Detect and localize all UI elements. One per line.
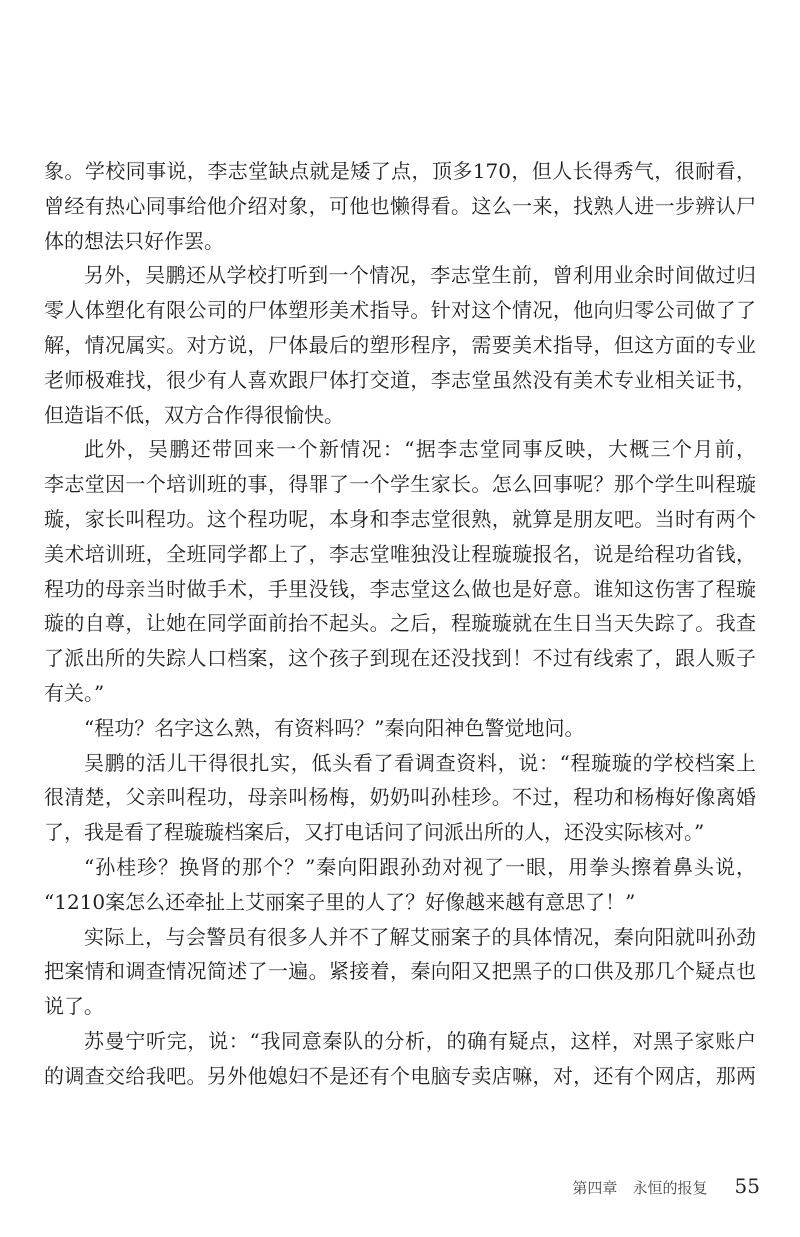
text-line: 璇，家长叫程功。这个程功呢，本身和李志堂很熟，就算是朋友吧。当时有两个 [44, 506, 756, 531]
text-line: 璇的自尊，让她在同学面前抬不起头。之后，程璇璇就在生日当天失踪了。我查 [44, 611, 756, 636]
text-line: 美术培训班，全班同学都上了，李志堂唯独没让程璇璇报名，说是给程功省钱， [44, 541, 756, 566]
text-line: 老师极难找，很少有人喜欢跟尸体打交道，李志堂虽然没有美术专业相关证书， [44, 367, 756, 392]
text-line: 曾经有热心同事给他介绍对象，可他也懒得看。这么一来，找熟人进一步辨认尸 [44, 193, 756, 218]
text-line: 零人体塑化有限公司的尸体塑形美术指导。针对这个情况，他向归零公司做了了 [44, 298, 756, 323]
text-line: 但造诣不低，双方合作得很愉快。 [44, 402, 344, 427]
text-line: “程功？名字这么熟，有资料吗？”秦向阳神色警觉地问。 [84, 715, 585, 740]
text-line: 了，我是看了程璇璇档案后，又打电话问了问派出所的人，还没实际核对。” [44, 820, 705, 845]
text-line: 李志堂因一个培训班的事，得罪了一个学生家长。怎么回事呢？那个学生叫程璇 [44, 472, 756, 497]
text-line: 的调查交给我吧。另外他媳妇不是还有个电脑专卖店嘛，对，还有个网店，那两 [44, 1063, 756, 1088]
footer-chapter-title: 永恒的报复 [632, 1179, 708, 1197]
text-line: “1210案怎么还牵扯上艾丽案子里的人了？好像越来越有意思了！” [44, 889, 636, 914]
text-line: 苏曼宁听完，说：“我同意秦队的分析，的确有疑点，这样，对黑子家账户 [84, 1028, 756, 1053]
body-text [44, 154, 756, 1094]
text-line: 把案情和调查情况简述了一遍。紧接着，秦向阳又把黑子的口供及那几个疑点也 [44, 959, 756, 984]
text-line: 说了。 [44, 994, 104, 1019]
text-line: 另外，吴鹏还从学校打听到一个情况，李志堂生前，曾利用业余时间做过归 [84, 263, 756, 288]
text-line: 吴鹏的活儿干得很扎实，低头看了看调查资料，说：“程璇璇的学校档案上 [84, 750, 756, 775]
text-line: 有关。” [44, 680, 105, 705]
text-line: 程功的母亲当时做手术，手里没钱，李志堂这么做也是好意。谁知这伤害了程璇 [44, 576, 756, 601]
page-number: 55 [734, 1174, 760, 1198]
text-line: 体的想法只好作罢。 [44, 228, 224, 253]
text-line: 解，情况属实。对方说，尸体最后的塑形程序，需要美术指导，但这方面的专业 [44, 332, 756, 357]
text-line: 实际上，与会警员有很多人并不了解艾丽案子的具体情况，秦向阳就叫孙劲 [84, 924, 756, 949]
text-line: 象。学校同事说，李志堂缺点就是矮了点，顶多170，但人长得秀气，很耐看， [44, 159, 756, 183]
text-line: “孙桂珍？换肾的那个？”秦向阳跟孙劲对视了一眼，用拳头擦着鼻头说， [84, 854, 756, 879]
page-footer [572, 1171, 760, 1201]
text-line: 很清楚，父亲叫程功，母亲叫杨梅，奶奶叫孙桂珍。不过，程功和杨梅好像离婚 [44, 785, 756, 810]
text-line: 此外，吴鹏还带回来一个新情况：“据李志堂同事反映，大概三个月前， [84, 437, 756, 462]
footer-chapter: 第四章 [572, 1179, 618, 1197]
text-line: 了派出所的失踪人口档案，这个孩子到现在还没找到！不过有线索了，跟人贩子 [44, 646, 756, 671]
